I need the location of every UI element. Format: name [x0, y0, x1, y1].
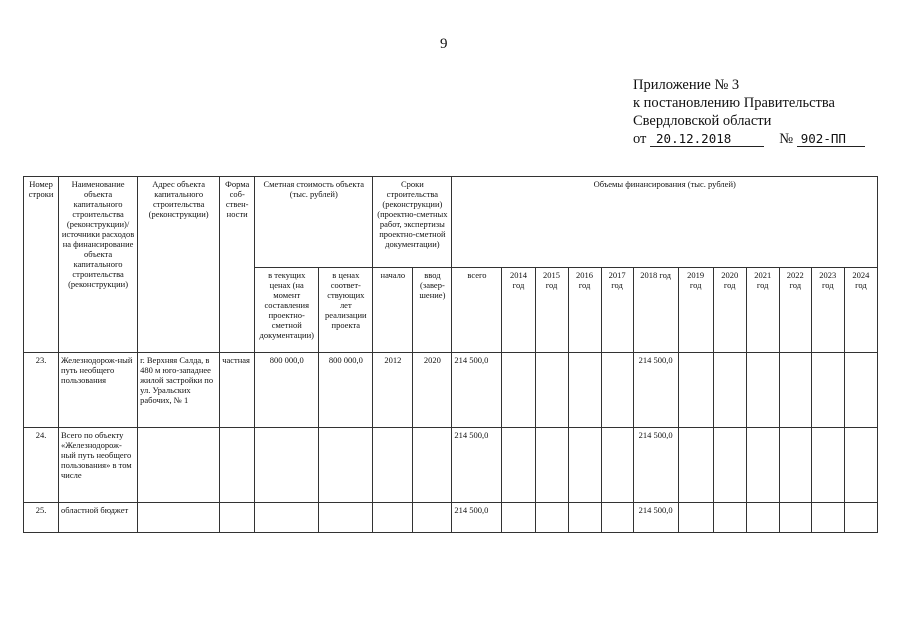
- funding-table: [23, 176, 878, 533]
- row-total: 214 500,0: [452, 428, 502, 503]
- row-year-2023: [811, 353, 844, 428]
- row-year-2020: [713, 353, 746, 428]
- row-year-2020: [713, 428, 746, 503]
- header-year-2014: 2014 год: [502, 268, 535, 353]
- header-end: ввод (завер-шение): [413, 268, 452, 353]
- table-row: [24, 353, 878, 428]
- row-year-2021: [746, 353, 779, 428]
- row-ownership: [220, 428, 255, 503]
- header-funding: Объемы финансирования (тыс. рублей): [452, 177, 878, 268]
- header-year-2022: 2022 год: [779, 268, 811, 353]
- table-row: [24, 503, 878, 533]
- row-year-2021: [746, 428, 779, 503]
- row-cost-years: [319, 503, 373, 533]
- row-year-2016: [568, 428, 601, 503]
- row-year-2019: [678, 503, 713, 533]
- row-object-name: Железнодорож-ный путь необщего пользования: [59, 353, 138, 428]
- row-year-2017: [601, 503, 633, 533]
- appendix-header: [633, 76, 865, 148]
- header-year-2016: 2016 год: [568, 268, 601, 353]
- row-year-2023: [811, 428, 844, 503]
- row-number: 25.: [24, 503, 59, 533]
- appendix-region: Свердловской области: [633, 113, 772, 129]
- from-label: от: [633, 131, 647, 147]
- row-end: [413, 428, 452, 503]
- header-object-name: Наименование объекта капитального строительства (реконструкции)/ источники расходов на финансирование объекта капитального строительства (реконструкции): [59, 177, 138, 353]
- row-address: г. Верхняя Салда, в 480 м юго-западнее жилой застройки по ул. Уральских рабочих, № 1: [138, 353, 220, 428]
- row-year-2024: [844, 428, 877, 503]
- number-label: №: [779, 131, 794, 147]
- row-year-2017: [601, 353, 633, 428]
- header-year-2024: 2024 год: [844, 268, 877, 353]
- row-year-2024: [844, 503, 877, 533]
- row-year-2015: [535, 503, 568, 533]
- row-start: [373, 428, 413, 503]
- row-address: [138, 428, 220, 503]
- row-end: [413, 503, 452, 533]
- appendix-date-line: [633, 130, 865, 148]
- header-row-number: Номер строки: [24, 177, 59, 353]
- row-number: 23.: [24, 353, 59, 428]
- header-address: Адрес объекта капитального строительства (реконструкции): [138, 177, 220, 353]
- header-year-2023: 2023 год: [811, 268, 844, 353]
- row-object-name: областной бюджет: [59, 503, 138, 533]
- row-year-2020: [713, 503, 746, 533]
- row-cost-current: 800 000,0: [255, 353, 319, 428]
- row-start: 2012: [373, 353, 413, 428]
- header-total: всего: [452, 268, 502, 353]
- row-year-2023: [811, 503, 844, 533]
- header-year-2018: 2018 год: [633, 268, 678, 353]
- row-total: 214 500,0: [452, 503, 502, 533]
- row-ownership: частная: [220, 353, 255, 428]
- header-year-2017: 2017 год: [601, 268, 633, 353]
- row-cost-years: [319, 428, 373, 503]
- row-year-2022: [779, 428, 811, 503]
- header-ownership: Форма соб-ствен-ности: [220, 177, 255, 353]
- row-year-2018: 214 500,0: [633, 503, 678, 533]
- row-year-2018: 214 500,0: [633, 428, 678, 503]
- row-end: 2020: [413, 353, 452, 428]
- header-cost-current: в текущих ценах (на момент составления проектно-сметной документации): [255, 268, 319, 353]
- resolution-number: 902-ПП: [797, 131, 865, 147]
- row-year-2018: 214 500,0: [633, 353, 678, 428]
- row-year-2016: [568, 353, 601, 428]
- table-row: [24, 428, 878, 503]
- row-number: 24.: [24, 428, 59, 503]
- row-year-2022: [779, 353, 811, 428]
- row-year-2017: [601, 428, 633, 503]
- row-address: [138, 503, 220, 533]
- row-cost-years: 800 000,0: [319, 353, 373, 428]
- header-year-2019: 2019 год: [678, 268, 713, 353]
- header-start: начало: [373, 268, 413, 353]
- row-year-2014: [502, 503, 535, 533]
- row-cost-current: [255, 428, 319, 503]
- header-year-2020: 2020 год: [713, 268, 746, 353]
- row-cost-current: [255, 503, 319, 533]
- header-terms: Сроки строительства (реконструкции) (проектно-сметных работ, экспертизы проектно-сметной документации): [373, 177, 452, 268]
- row-start: [373, 503, 413, 533]
- row-year-2016: [568, 503, 601, 533]
- row-year-2021: [746, 503, 779, 533]
- header-cost-years: в ценах соответ-ствующих лет реализации проекта: [319, 268, 373, 353]
- row-year-2019: [678, 353, 713, 428]
- row-year-2014: [502, 353, 535, 428]
- row-total: 214 500,0: [452, 353, 502, 428]
- row-year-2019: [678, 428, 713, 503]
- row-year-2014: [502, 428, 535, 503]
- header-estimated-cost: Сметная стоимость объекта (тыс. рублей): [255, 177, 373, 268]
- row-year-2015: [535, 428, 568, 503]
- appendix-title: Приложение № 3: [633, 77, 740, 93]
- page-number: 9: [440, 36, 448, 52]
- row-year-2024: [844, 353, 877, 428]
- header-year-2015: 2015 год: [535, 268, 568, 353]
- header-row-1: [24, 177, 878, 268]
- row-year-2015: [535, 353, 568, 428]
- row-year-2022: [779, 503, 811, 533]
- header-year-2021: 2021 год: [746, 268, 779, 353]
- appendix-resolution: к постановлению Правительства: [633, 95, 835, 111]
- resolution-date: 20.12.2018: [650, 131, 764, 147]
- row-ownership: [220, 503, 255, 533]
- row-object-name: Всего по объекту «Железнодорож-ный путь необщего пользования» в том числе: [59, 428, 138, 503]
